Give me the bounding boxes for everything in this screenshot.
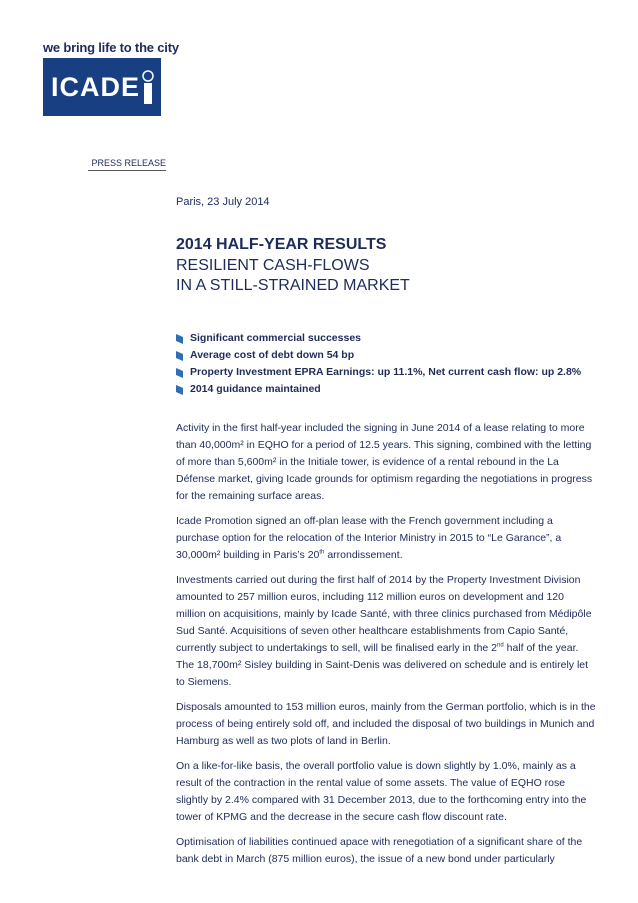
highlight-item (176, 348, 581, 365)
body-paragraph: Activity in the first half-year included the signing in June 2014 of a lease relating to more than 40,000m² in EQHO for a period of 12.5 years. This signing, combined with the letting of more than 5,600m² in the Initiale tower, is evidence of a rental rebound in the La Défense market, giving Icade grounds for optimism regarding the negotiations in progress for the remaining surface areas. (176, 422, 593, 502)
logo-mark-icon (141, 70, 154, 104)
bullet-icon (176, 351, 183, 361)
logo-text: ICADE (51, 72, 141, 102)
bullet-icon (176, 368, 183, 378)
highlight-text: Significant commercial successes (190, 332, 361, 344)
highlights-list (176, 331, 581, 399)
icade-logo (43, 58, 161, 116)
release-date: Paris, 23 July 2014 (176, 196, 270, 208)
body-paragraph (176, 572, 596, 691)
highlight-text: 2014 guidance maintained (190, 383, 321, 395)
paragraph-text: arrondissement. (324, 549, 403, 561)
ordinal-suffix: nd (497, 642, 504, 649)
subtitle-line-1: RESILIENT CASH-FLOWS (176, 257, 370, 274)
paragraph-text: Icade Promotion signed an off-plan lease with the French government including a purchase option for the relocation of the Interior Ministry in 2015 to “Le Garance”, a 30,000m² building in Paris’s 20 (176, 515, 562, 561)
body-paragraph: Optimisation of liabilities continued apace with renegotiation of a significant share of the bank debt in March (875 million euros), the issue of a new bond under particularly (176, 836, 583, 865)
press-release-label: PRESS RELEASE (91, 158, 166, 168)
press-release-body (176, 420, 596, 876)
body-paragraph: On a like-for-like basis, the overall portfolio value is down slightly by 1.0%, mainly as a result of the contraction in the rental value of some assets. The value of EQHO rose slightly by 2.4% compared with 31 December 2013, due to the forthcoming entry into the tower of KPMG and the decrease in the secure cash flow discount rate. (176, 760, 587, 823)
bullet-icon (176, 385, 183, 395)
highlight-text: Average cost of debt down 54 bp (190, 349, 355, 361)
subtitle-line-2: IN A STILL-STRAINED MARKET (176, 277, 410, 294)
highlight-item (176, 331, 581, 348)
highlight-item (176, 365, 581, 382)
ordinal-suffix: th (319, 549, 325, 556)
brand-tagline: we bring life to the city (43, 40, 179, 55)
highlight-item (176, 382, 581, 399)
paragraph-text: Investments carried out during the first half of 2014 by the Property Investment Division amounted to 257 million euros, including 112 million euros on development and 120 million on acquisitions, mainly by Icade Santé, with three clinics purchased from Médipôle Sud Santé. Acquisitions of seven other healthcare establishments from Capio Santé, currently subject to undertakings to sell, will be finalised early in the 2 (176, 574, 592, 654)
body-paragraph: Disposals amounted to 153 million euros, mainly from the German portfolio, which is in the process of being entirely sold off, and included the disposal of two buildings in Munich and Hamburg as well as two plots of land in Berlin. (176, 701, 596, 747)
header-divider (88, 170, 166, 171)
body-paragraph (176, 513, 596, 564)
paragraph-text: half of the year. The 18,700m² Sisley building in Saint-Denis was delivered on schedule and is entirely let to Siemens. (176, 642, 589, 688)
bullet-icon (176, 334, 183, 344)
highlight-text: Property Investment EPRA Earnings: up 11.1%, Net current cash flow: up 2.8% (190, 366, 582, 378)
page-title: 2014 HALF-YEAR RESULTS (176, 236, 387, 253)
page-subtitle (176, 256, 410, 296)
